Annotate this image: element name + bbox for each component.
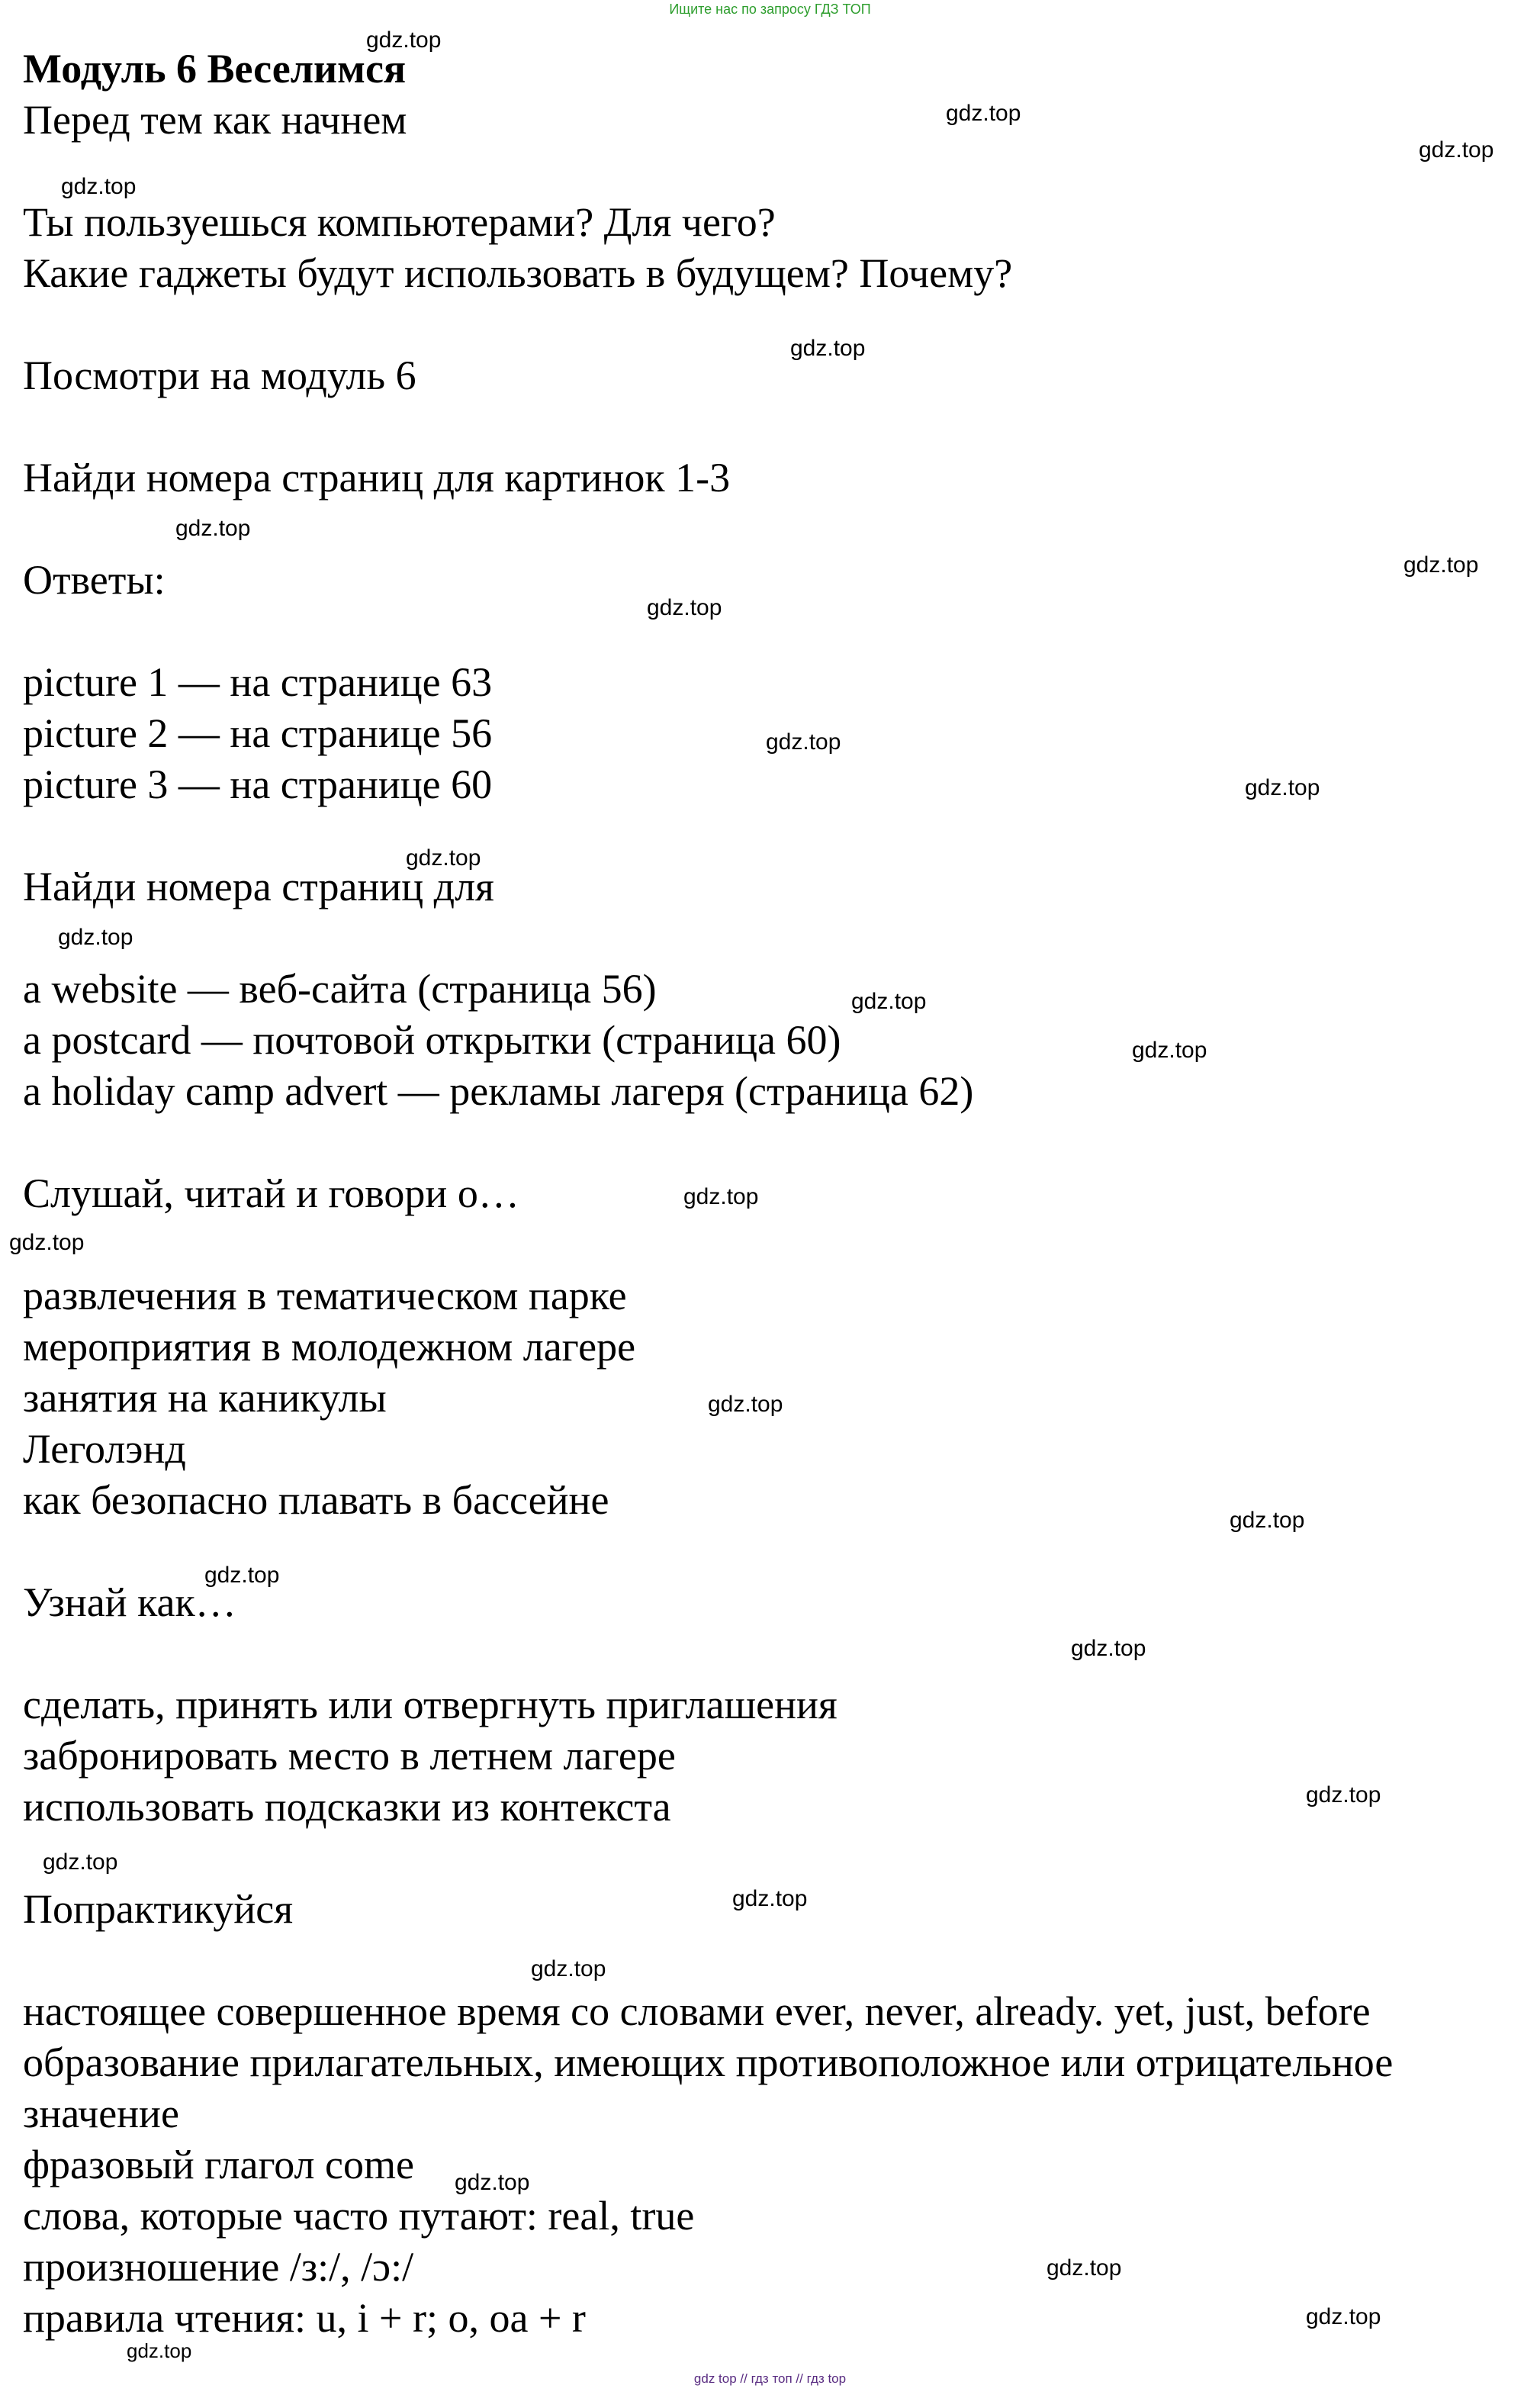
practice-item: слова, которые часто путают: real, true <box>23 2193 695 2239</box>
watermark: gdz.top <box>1071 1636 1146 1661</box>
watermark: gdz.top <box>1306 2304 1381 2329</box>
answers-label: Ответы: <box>23 557 166 603</box>
page-title: Модуль 6 Веселимся <box>23 46 407 92</box>
watermark: gdz.top <box>455 2170 530 2195</box>
watermark: gdz.top <box>9 1230 85 1255</box>
learn-item: забронировать место в летнем лагере <box>23 1733 676 1779</box>
watermark: gdz.top <box>1419 137 1494 163</box>
look-item-postcard: a postcard — почтовой открытки (страница 60) <box>23 1017 841 1063</box>
learn-item: использовать подсказки из контекста <box>23 1784 671 1830</box>
listen-item: развлечения в тематическом парке <box>23 1273 627 1318</box>
watermark: gdz.top <box>175 516 251 541</box>
listen-item: занятия на каникулы <box>23 1375 387 1421</box>
answer-picture-2: picture 2 — на странице 56 <box>23 710 493 756</box>
watermark: gdz.top <box>683 1184 759 1209</box>
watermark: gdz.top <box>58 925 133 950</box>
listen-item: мероприятия в молодежном лагере <box>23 1324 636 1370</box>
watermark: gdz.top <box>1245 775 1320 800</box>
watermark: gdz.top <box>204 1563 280 1588</box>
look-heading: Посмотри на модуль 6 <box>23 352 416 398</box>
watermark: gdz.top <box>43 1849 118 1875</box>
intro-question-1: Ты пользуешься компьютерами? Для чего? <box>23 199 776 245</box>
watermark: gdz.top <box>1132 1038 1207 1063</box>
watermark: gdz.top <box>531 1956 606 1981</box>
watermark: gdz.top <box>1230 1508 1305 1533</box>
watermark: gdz.top <box>406 845 481 871</box>
footer-note: gdz top // гдз топ // гдз top <box>693 2371 847 2386</box>
intro-question-2: Какие гаджеты будут использовать в будущем? Почему? <box>23 250 1013 296</box>
watermark: gdz.top <box>647 595 722 620</box>
watermark: gdz.top <box>851 989 927 1014</box>
watermark: gdz.top <box>1403 552 1479 578</box>
practice-item: правила чтения: u, i + r; o, oa + r <box>23 2295 586 2341</box>
answer-picture-1: picture 1 — на странице 63 <box>23 659 493 705</box>
watermark: gdz.top <box>732 1886 808 1911</box>
look-task-1: Найди номера страниц для картинок 1-3 <box>23 455 731 501</box>
practice-item: произношение /з:/, /ɔ:/ <box>23 2244 414 2290</box>
watermark: gdz.top <box>61 174 137 199</box>
watermark: gdz.top <box>766 729 841 755</box>
look-task-2: Найди номера страниц для <box>23 864 494 909</box>
watermark: gdz.top <box>127 2339 192 2362</box>
answer-picture-3: picture 3 — на странице 60 <box>23 761 493 807</box>
intro-heading: Перед тем как начнем <box>23 97 407 143</box>
look-item-advert: a holiday camp advert — рекламы лагеря (страница 62) <box>23 1068 974 1114</box>
watermark: gdz.top <box>946 101 1021 126</box>
header-note: Ищите нас по запросу ГДЗ ТОП <box>669 2 871 17</box>
practice-item: образование прилагательных, имеющих противоположное или отрицательное <box>23 2039 1394 2085</box>
watermark: gdz.top <box>708 1392 783 1417</box>
learn-item: сделать, принять или отвергнуть приглашения <box>23 1682 838 1727</box>
practice-heading: Попрактикуйся <box>23 1886 294 1932</box>
practice-item: фразовый глагол come <box>23 2142 414 2187</box>
learn-heading: Узнай как… <box>23 1579 236 1625</box>
practice-item: настоящее совершенное время со словами ever, never, already. yet, just, before <box>23 1988 1371 2034</box>
listen-item: как безопасно плавать в бассейне <box>23 1477 609 1523</box>
watermark: gdz.top <box>790 336 866 361</box>
look-item-website: a website — веб-сайта (страница 56) <box>23 966 657 1012</box>
listen-heading: Слушай, читай и говори о… <box>23 1170 519 1216</box>
watermark: gdz.top <box>1306 1782 1381 1808</box>
watermark: gdz.top <box>366 27 442 53</box>
watermark: gdz.top <box>1046 2255 1122 2281</box>
practice-item: значение <box>23 2091 179 2136</box>
listen-item: Леголэнд <box>23 1426 186 1472</box>
